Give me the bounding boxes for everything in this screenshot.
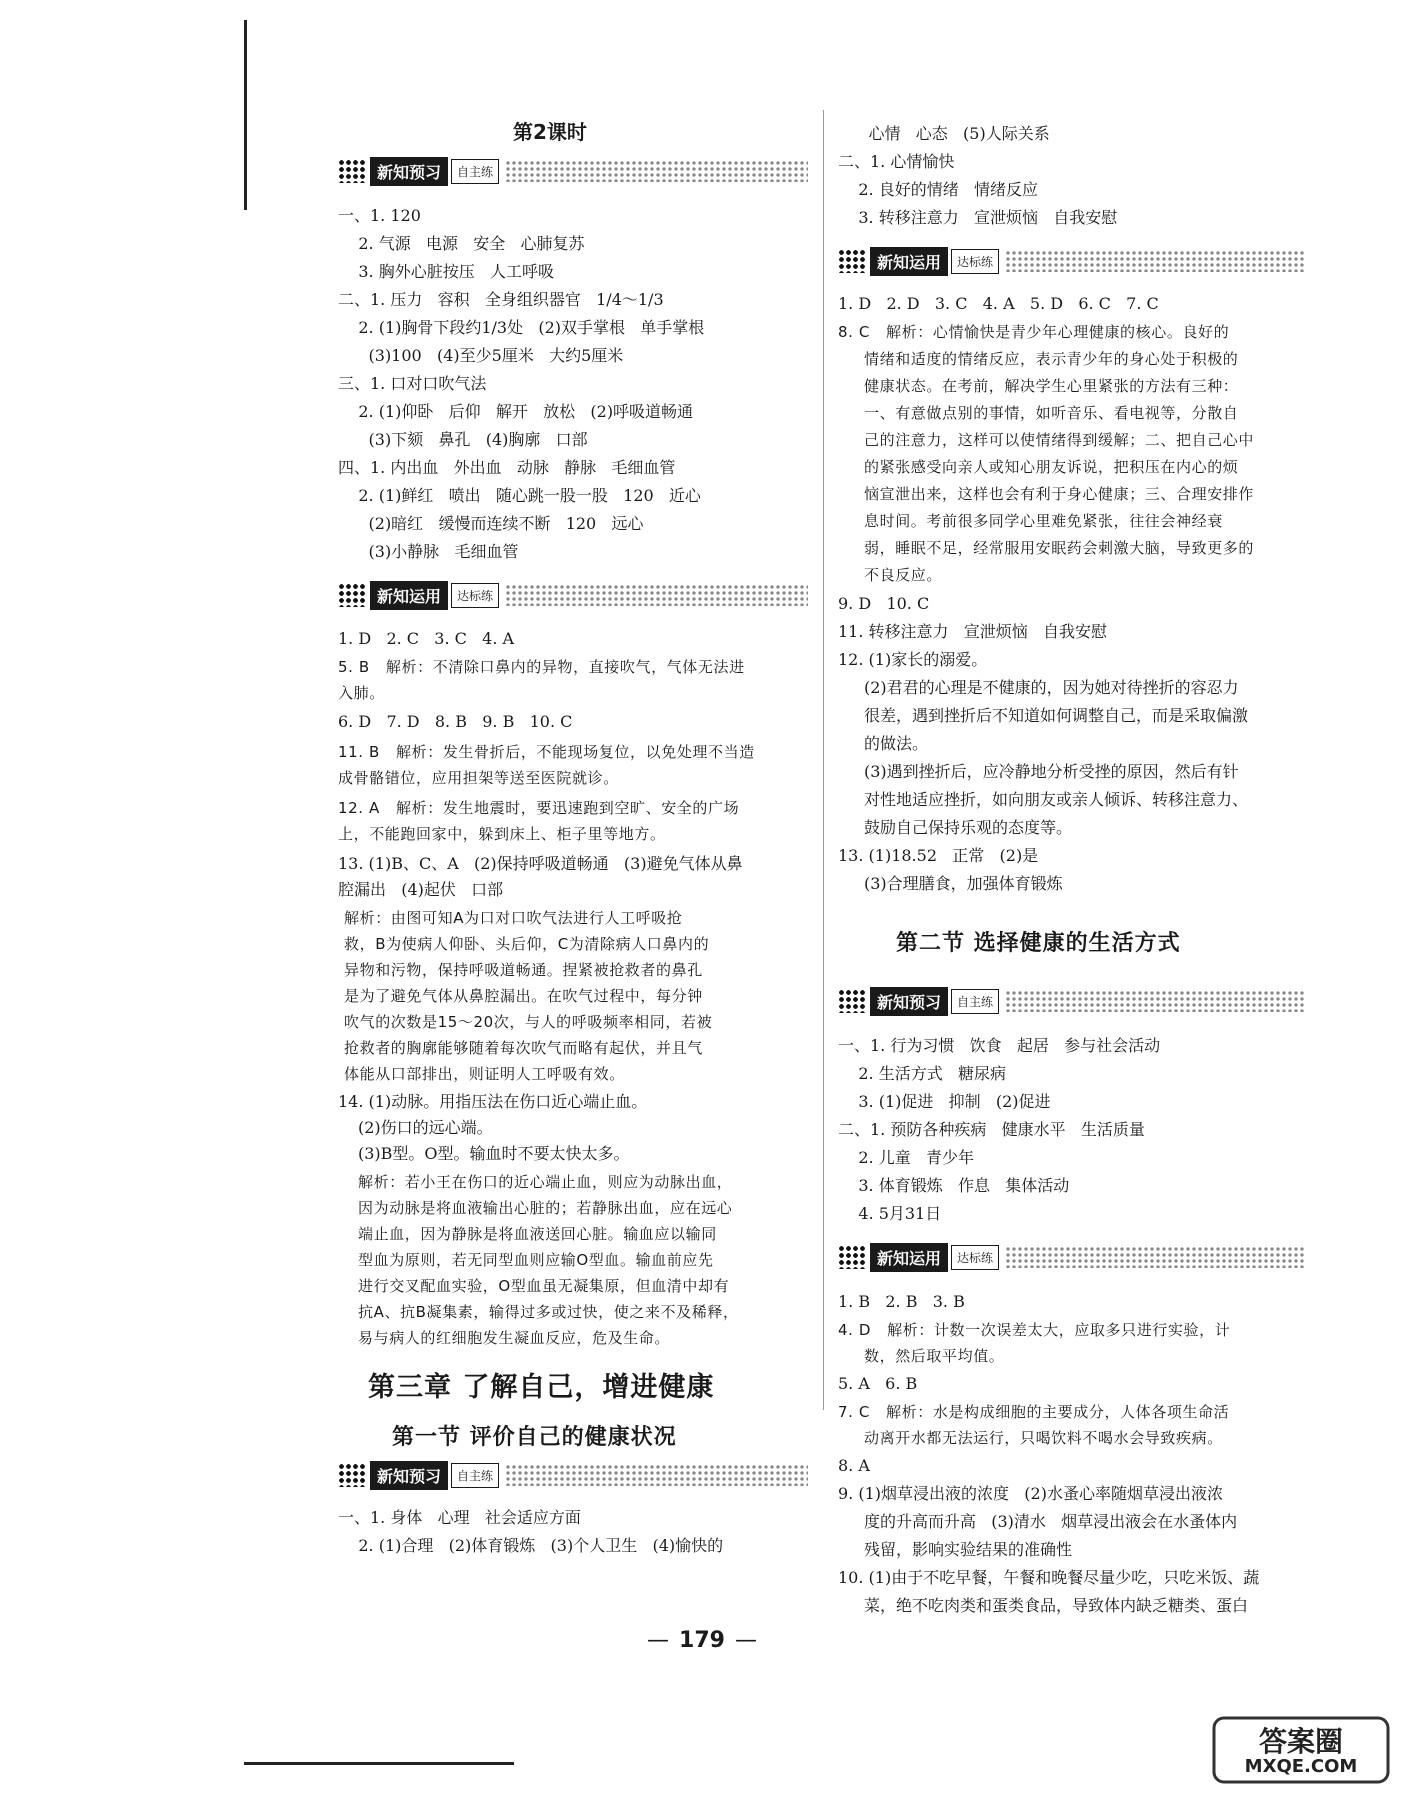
text-line: 的做法。 bbox=[864, 734, 929, 753]
text-line: 三、1. 口对口吹气法 bbox=[338, 374, 487, 393]
text-line: 9. D 10. C bbox=[838, 594, 930, 613]
banner-label: 新知运用 bbox=[370, 581, 448, 610]
text-line: (3)小静脉 毛细血管 bbox=[338, 542, 519, 561]
dots-icon bbox=[338, 583, 366, 607]
text-line: (3)合理膳食，加强体育锻炼 bbox=[864, 874, 1063, 893]
text-line: 5. A 6. B bbox=[838, 1374, 918, 1393]
text-line: (3)遇到挫折后，应冷静地分析受挫的原因，然后有针 bbox=[864, 762, 1239, 781]
lesson-title: 第2课时 bbox=[513, 120, 587, 144]
text-line: (2)暗红 缓慢而连续不断 120 远心 bbox=[338, 514, 644, 533]
text-line: 二、1. 压力 容积 全身组织器官 1/4～1/3 bbox=[338, 290, 664, 309]
text-line: 14. (1)动脉。用指压法在伤口近心端止血。 bbox=[338, 1092, 648, 1111]
text-line: 3. 转移注意力 宣泄烦恼 自我安慰 bbox=[838, 208, 1118, 227]
text-line: (3)B型。O型。输血时不要太快太多。 bbox=[358, 1144, 630, 1163]
text-line: 入肺。 bbox=[338, 684, 385, 702]
text-line: 12. (1)家长的溺爱。 bbox=[838, 650, 988, 669]
text-line: 菜，绝不吃肉类和蛋类食品，导致体内缺乏糖类、蛋白 bbox=[864, 1596, 1249, 1615]
text-line: 的紧张感受向亲人或知心朋友诉说，把积压在内心的烦 bbox=[864, 458, 1239, 476]
text-line: 不良反应。 bbox=[864, 566, 943, 584]
text-line: 因为动脉是将血液输出心脏的；若静脉出血，应在远心 bbox=[358, 1199, 733, 1217]
text-line: 情绪和适度的情绪反应，表示青少年的身心处于积极的 bbox=[864, 350, 1239, 368]
text-line: 己的注意力，这样可以使情绪得到缓解；二、把自己心中 bbox=[864, 431, 1255, 449]
text-line: 1. D 2. D 3. C 4. A 5. D 6. C 7. C bbox=[838, 294, 1159, 313]
text-line: 一、1. 行为习惯 饮食 起居 参与社会活动 bbox=[838, 1036, 1161, 1055]
banner-sublabel: 达标练 bbox=[451, 583, 499, 608]
text-line: 心情 心态 (5)人际关系 bbox=[838, 124, 1050, 143]
text-line: 3. (1)促进 抑制 (2)促进 bbox=[838, 1092, 1051, 1111]
banner-label: 新知运用 bbox=[870, 1243, 948, 1272]
text-line: 7. C 解析：水是构成细胞的主要成分，人体各项生命活 bbox=[838, 1403, 1230, 1421]
text-line: 2. 生活方式 糖尿病 bbox=[838, 1064, 1006, 1083]
text-line: 息时间。考前很多同学心里难免紧张，往往会神经衰 bbox=[864, 512, 1223, 530]
watermark-logo bbox=[1212, 1716, 1390, 1784]
banner-preview-3 bbox=[838, 986, 1306, 1016]
text-line: 2. (1)合理 (2)体育锻炼 (3)个人卫生 (4)愉快的 bbox=[338, 1536, 724, 1555]
text-line: 4. 5月31日 bbox=[838, 1204, 942, 1223]
section-title-2: 第二节 选择健康的生活方式 bbox=[896, 931, 1181, 956]
text-line: 3. 体育锻炼 作息 集体活动 bbox=[838, 1176, 1070, 1195]
banner-practice-2 bbox=[838, 246, 1306, 276]
text-line: 10. (1)由于不吃早餐，午餐和晚餐尽量少吃，只吃米饭、蔬 bbox=[838, 1568, 1260, 1587]
banner-practice-1 bbox=[338, 580, 808, 610]
dots-icon bbox=[838, 1245, 866, 1269]
text-line: 8. C 解析：心情愉快是青少年心理健康的核心。良好的 bbox=[838, 323, 1230, 341]
text-line: 抢救者的胸廓能够随着每次吹气而略有起伏，并且气 bbox=[344, 1039, 703, 1057]
text-line: 1. B 2. B 3. B bbox=[838, 1292, 965, 1311]
text-line: 上，不能跑回家中，躲到床上、柜子里等地方。 bbox=[338, 825, 666, 843]
column-divider bbox=[823, 110, 824, 1410]
text-line: 体能从口部排出，则证明人工呼吸有效。 bbox=[344, 1065, 625, 1083]
dots-icon bbox=[838, 989, 866, 1013]
watermark-bottom-text: MXQE.COM bbox=[1244, 1756, 1358, 1777]
text-line: 四、1. 内出血 外出血 动脉 静脉 毛细血管 bbox=[338, 458, 676, 477]
left-margin-line bbox=[244, 20, 247, 210]
text-line: 端止血，因为静脉是将血液送回心脏。输血应以输同 bbox=[358, 1225, 717, 1243]
banner-practice-3 bbox=[838, 1242, 1306, 1272]
chapter-title: 第三章 了解自己，增进健康 bbox=[368, 1372, 715, 1403]
watermark-top-text: 答案圈 bbox=[1258, 1725, 1343, 1758]
banner-label: 新知预习 bbox=[370, 157, 448, 186]
text-line: 救，B为使病人仰卧、头后仰，C为清除病人口鼻内的 bbox=[344, 935, 710, 953]
text-line: 5. B 解析：不清除口鼻内的异物，直接吹气，气体无法进 bbox=[338, 658, 745, 676]
banner-label: 新知预习 bbox=[870, 987, 948, 1016]
text-line: 2. 气源 电源 安全 心肺复苏 bbox=[338, 234, 585, 253]
text-line: 11. B 解析：发生骨折后，不能现场复位，以免处理不当造 bbox=[338, 743, 755, 761]
text-line: 度的升高而升高 (3)清水 烟草浸出液会在水蚤体内 bbox=[864, 1512, 1238, 1531]
text-line: 动离开水都无法运行，只喝饮料不喝水会导致疾病。 bbox=[864, 1429, 1223, 1447]
text-line: 弱，睡眠不足，经常服用安眠药会刺激大脑，导致更多的 bbox=[864, 539, 1255, 557]
text-line: 2. 良好的情绪 情绪反应 bbox=[838, 180, 1038, 199]
dots-icon bbox=[838, 249, 866, 273]
text-line: 型血为原则，若无同型血则应输O型血。输血前应先 bbox=[358, 1251, 714, 1269]
dots-icon bbox=[338, 1463, 366, 1487]
text-line: 9. (1)烟草浸出液的浓度 (2)水蚤心率随烟草浸出液浓 bbox=[838, 1484, 1223, 1503]
text-line: 是为了避免气体从鼻腔漏出。在吹气过程中，每分钟 bbox=[344, 987, 703, 1005]
text-line: (2)伤口的远心端。 bbox=[358, 1118, 493, 1137]
text-line: 2. (1)胸骨下段约1/3处 (2)双手掌根 单手掌根 bbox=[338, 318, 705, 337]
banner-sublabel: 自主练 bbox=[951, 989, 999, 1014]
text-line: 恼宣泄出来，这样也会有利于身心健康；三、合理安排作 bbox=[864, 485, 1255, 503]
text-line: 2. (1)鲜红 喷出 随心跳一股一股 120 近心 bbox=[338, 486, 701, 505]
text-line: 二、1. 心情愉快 bbox=[838, 152, 955, 171]
text-line: 进行交叉配血实验，O型血虽无凝集原，但血清中却有 bbox=[358, 1277, 730, 1295]
text-line: 解析：由图可知A为口对口吹气法进行人工呼吸抢 bbox=[344, 909, 683, 927]
banner-preview-2 bbox=[338, 1460, 808, 1490]
text-line: (3)100 (4)至少5厘米 大约5厘米 bbox=[338, 346, 624, 365]
text-line: 一、有意做点别的事情，如听音乐、看电视等，分散自 bbox=[864, 404, 1239, 422]
text-line: 6. D 7. D 8. B 9. B 10. C bbox=[338, 712, 573, 731]
text-line: 1. D 2. C 3. C 4. A bbox=[338, 629, 515, 648]
banner-sublabel: 自主练 bbox=[451, 1463, 499, 1488]
text-line: 健康状态。在考前，解决学生心里紧张的方法有三种： bbox=[864, 377, 1239, 395]
text-line: 解析：若小王在伤口的近心端止血，则应为动脉出血， bbox=[358, 1173, 733, 1191]
text-line: 腔漏出 (4)起伏 口部 bbox=[338, 880, 504, 899]
banner-sublabel: 达标练 bbox=[951, 249, 999, 274]
banner-sublabel: 达标练 bbox=[951, 1245, 999, 1270]
text-line: 一、1. 120 bbox=[338, 206, 421, 225]
text-line: 抗A、抗B凝集素，输得过多或过快，使之来不及稀释， bbox=[358, 1303, 739, 1321]
text-line: 数，然后取平均值。 bbox=[864, 1347, 1005, 1365]
text-line: 13. (1)18.52 正常 (2)是 bbox=[838, 846, 1039, 865]
text-line: 残留，影响实验结果的准确性 bbox=[864, 1540, 1073, 1559]
text-line: 二、1. 预防各种疾病 健康水平 生活质量 bbox=[838, 1120, 1145, 1139]
text-line: 11. 转移注意力 宣泄烦恼 自我安慰 bbox=[838, 622, 1108, 641]
banner-label: 新知预习 bbox=[370, 1461, 448, 1490]
text-line: 2. 儿童 青少年 bbox=[838, 1148, 974, 1167]
bottom-rule bbox=[244, 1762, 514, 1765]
text-line: 13. (1)B、C、A (2)保持呼吸道畅通 (3)避免气体从鼻 bbox=[338, 854, 743, 873]
text-line: (3)下颏 鼻孔 (4)胸廓 口部 bbox=[338, 430, 588, 449]
text-line: 4. D 解析：计数一次误差太大，应取多只进行实验，计 bbox=[838, 1321, 1231, 1339]
text-line: 鼓励自己保持乐观的态度等。 bbox=[864, 818, 1073, 837]
text-line: 易与病人的红细胞发生凝血反应，危及生命。 bbox=[358, 1329, 671, 1347]
banner-sublabel: 自主练 bbox=[451, 159, 499, 184]
text-line: 2. (1)仰卧 后仰 解开 放松 (2)呼吸道畅通 bbox=[338, 402, 694, 421]
text-line: 很差，遇到挫折后不知道如何调整自己，而是采取偏激 bbox=[864, 706, 1249, 725]
text-line: 吹气的次数是15～20次，与人的呼吸频率相同，若被 bbox=[344, 1013, 713, 1031]
text-line: (2)君君的心理是不健康的，因为她对待挫折的容忍力 bbox=[864, 678, 1239, 697]
banner-preview-1 bbox=[338, 156, 808, 186]
text-line: 12. A 解析：发生地震时，要迅速跑到空旷、安全的广场 bbox=[338, 799, 740, 817]
text-line: 异物和污物，保持呼吸道畅通。捏紧被抢救者的鼻孔 bbox=[344, 961, 703, 979]
text-line: 成骨骼错位，应用担架等送至医院就诊。 bbox=[338, 769, 619, 787]
page-number: — 179 — bbox=[647, 1628, 757, 1653]
text-line: 对性地适应挫折，如向朋友或亲人倾诉、转移注意力、 bbox=[864, 790, 1249, 809]
banner-label: 新知运用 bbox=[870, 247, 948, 276]
text-line: 8. A bbox=[838, 1456, 870, 1475]
section-title: 第一节 评价自己的健康状况 bbox=[392, 1425, 677, 1450]
text-line: 3. 胸外心脏按压 人工呼吸 bbox=[338, 262, 554, 281]
dots-icon bbox=[338, 159, 366, 183]
text-line: 一、1. 身体 心理 社会适应方面 bbox=[338, 1508, 581, 1527]
